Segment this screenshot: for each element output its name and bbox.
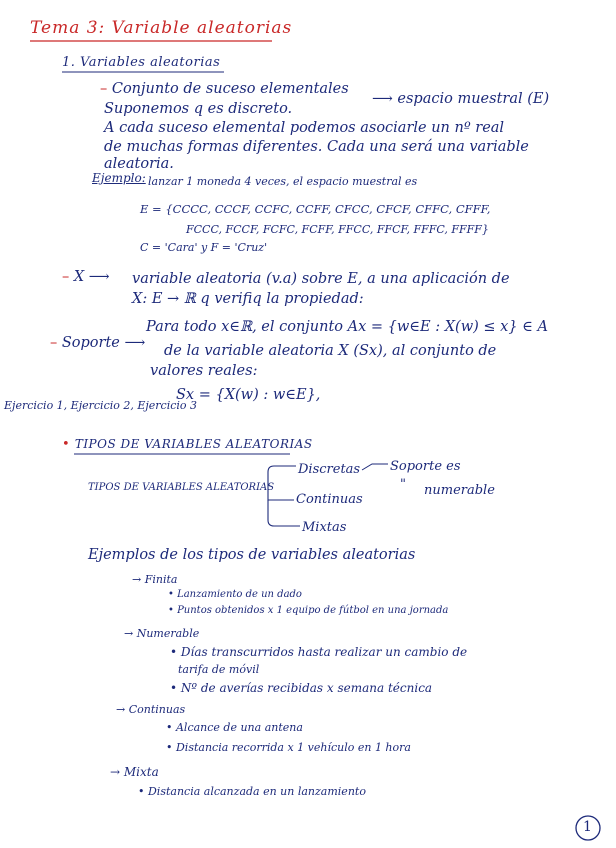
set-e-line-2: FCCC, FCCF, FCFC, FCFF, FFCC, FFCF, FFFC, FFFF} — [186, 223, 489, 236]
soporte-es-label: Soporte es — [390, 459, 461, 474]
tipo-mixtas: Mixtas — [302, 520, 347, 535]
finita-heading: → Finita — [132, 573, 178, 586]
page-title: Tema 3: Variable aleatorias — [30, 18, 293, 38]
x-symbol: X — [73, 269, 85, 285]
section-heading-tipos: • TIPOS DE VARIABLES ALEATORIAS — [62, 437, 313, 452]
tipo-continuas: Continuas — [296, 492, 363, 507]
line-soporte: – Soporte ⟶ — [50, 335, 146, 351]
ejercicios-list: Ejercicio 1, Ejercicio 2, Ejercicio 3 — [4, 399, 198, 412]
tree-branch-mixtas — [268, 500, 300, 526]
numerable-example-1: • Días transcurridos hasta realizar un cambio de — [170, 645, 468, 659]
section-heading-variables: 1. Variables aleatorias — [62, 55, 221, 70]
tree-branch-discretas — [268, 466, 296, 490]
soporte-def-1: de la variable aleatoria X (Sx), al conjunto de — [164, 343, 497, 359]
ejemplo-label: Ejemplo: — [92, 171, 146, 185]
numerable-label: numerable — [424, 483, 495, 498]
text-acada-1: A cada suceso elemental podemos asociarle un nº real — [104, 120, 505, 136]
mixta-heading: → Mixta — [110, 765, 159, 779]
mixta-example-1: • Distancia alcanzada en un lanzamiento — [138, 785, 366, 798]
tree-branch-continuas — [268, 490, 294, 500]
soporte-def-2: valores reales: — [150, 363, 258, 379]
tipo-discretas: Discretas — [298, 462, 361, 477]
page-number: 1 — [583, 819, 592, 835]
continuas-example-2: • Distancia recorrida x 1 vehículo en 1 hora — [166, 741, 411, 754]
finita-example-1: • Lanzamiento de un dado — [168, 589, 302, 600]
espacio-muestral-label: espacio muestral (E) — [397, 91, 550, 107]
text-acada-3: aleatoria. — [104, 156, 174, 172]
finita-example-2: • Puntos obtenidos x 1 equipo de fútbol en una jornada — [168, 605, 449, 616]
soporte-def-3: Sx = {X(w) : w∈E}, — [176, 387, 321, 403]
x-def-2: X: E → ℝ q verifiq la propiedad: — [132, 291, 364, 307]
section2-text: TIPOS DE VARIABLES ALEATORIAS — [74, 437, 313, 451]
numerable-example-2: • Nº de averías recibidas x semana técnica — [170, 681, 433, 695]
line-conjunto: – Conjunto de suceso elementales — [100, 81, 349, 97]
ejemplos-title: Ejemplos de los tipos de variables aleatorias — [88, 547, 416, 563]
ditto-mark: " — [400, 477, 406, 492]
x-def-1: variable aleatoria (v.a) sobre E, a una aplicación de — [132, 271, 510, 287]
soporte-label: Soporte — [61, 335, 120, 351]
line-x: – X ⟶ — [62, 269, 110, 285]
text-conjunto: Conjunto de suceso elementales — [111, 81, 349, 97]
tipos-root-label: TIPOS DE VARIABLES ALEATORIAS — [88, 482, 275, 493]
numerable-heading: → Numerable — [124, 627, 200, 640]
ejemplo-text: lanzar 1 moneda 4 veces, el espacio muestral es — [148, 175, 418, 188]
cf-definition: C = 'Cara' y F = 'Cruz' — [140, 241, 268, 254]
x-def-3: Para todo x∈ℝ, el conjunto Ax = {w∈E : X(w) ≤ x} ∈ A — [146, 319, 548, 335]
set-e-line-1: E = {CCCC, CCCF, CCFC, CCFF, CFCC, CFCF, CFFC, CFFF, — [140, 202, 491, 216]
numerable-example-1b: tarifa de móvil — [178, 663, 260, 676]
text-suponemos: Suponemos q es discreto. — [104, 101, 293, 117]
continuas-example-1: • Alcance de una antena — [166, 721, 303, 734]
text-acada-2: de muchas formas diferentes. Cada una será una variable — [104, 139, 529, 155]
tree-branch-soporte — [362, 464, 388, 470]
continuas-heading: → Continuas — [116, 703, 186, 716]
text-espacio-muestral: ⟶ espacio muestral (E) — [372, 91, 550, 107]
